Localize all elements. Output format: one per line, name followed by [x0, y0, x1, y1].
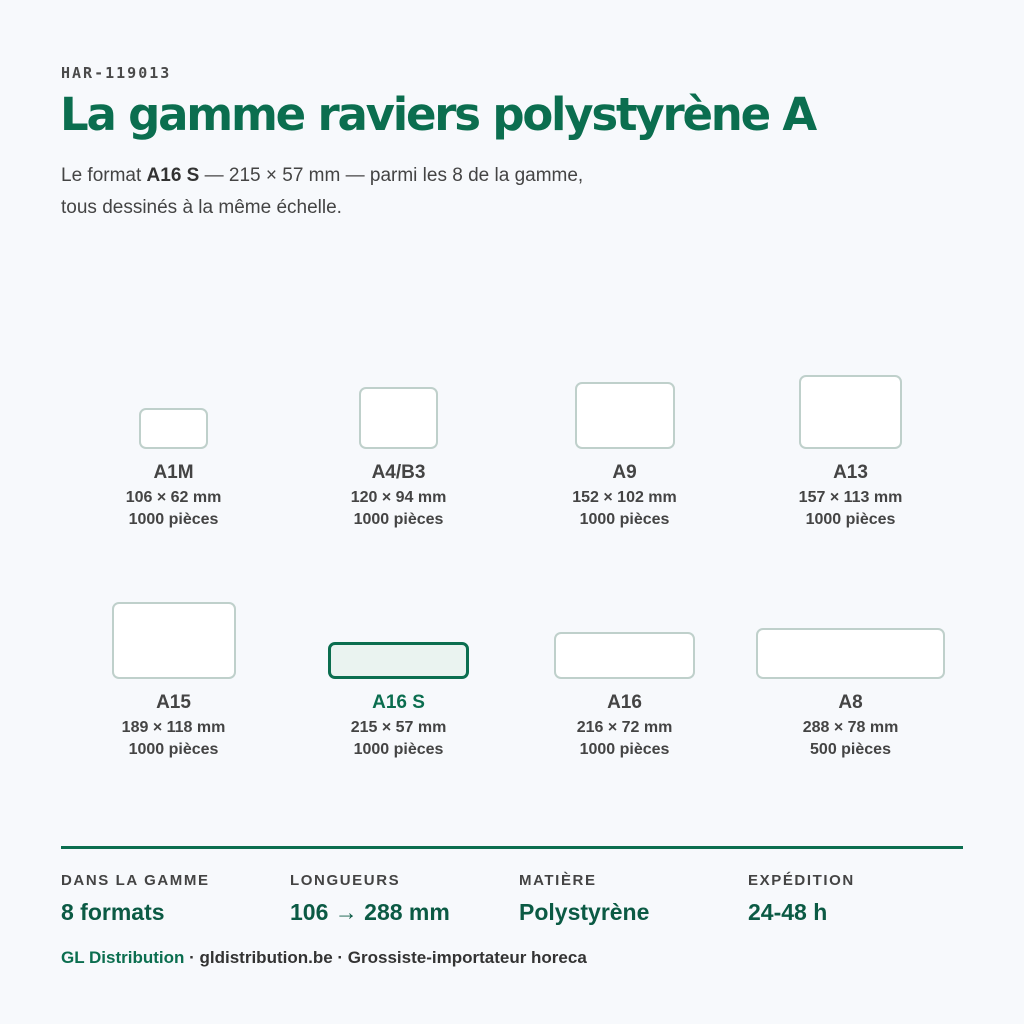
tray-shape [359, 387, 438, 449]
footer-info: · gldistribution.be · Grossiste-importateur horeca [184, 948, 587, 967]
format-code: A13 [833, 462, 868, 483]
format-dimensions: 288 × 78 mm [802, 719, 899, 736]
stat-range [61, 872, 286, 926]
stat-label: EXPÉDITION [748, 872, 855, 889]
tray-shape [112, 602, 236, 679]
stat-value: Polystyrène [519, 899, 650, 925]
format-code: A4/B3 [371, 462, 426, 483]
format-code: A16 [607, 692, 642, 713]
divider [61, 846, 963, 849]
stat-label: DANS LA GAMME [61, 872, 210, 889]
tray-shape [575, 382, 675, 449]
format-dimensions: 120 × 94 mm [350, 489, 447, 506]
stat-material [519, 872, 744, 926]
stat-shipping [748, 872, 973, 926]
stat-value: 24-48 h [748, 899, 828, 925]
subtitle-format: A16 S [146, 165, 200, 186]
tray-shape [328, 642, 469, 679]
format-code: A9 [612, 462, 637, 483]
format-quantity: 1000 pièces [128, 511, 219, 528]
format-dimensions: 152 × 102 mm [572, 489, 677, 506]
tray-shape [554, 632, 695, 679]
format-dimensions: 106 × 62 mm [125, 489, 222, 506]
stat-value: 8 formats [61, 899, 165, 925]
tray-shape [756, 628, 945, 679]
format-dimensions: 215 × 57 mm [350, 719, 447, 736]
format-code: A15 [156, 692, 191, 713]
format-code: A1M [153, 462, 194, 483]
reference-code: HAR-119013 [61, 64, 172, 82]
format-quantity: 1000 pièces [128, 741, 219, 758]
format-dimensions: 157 × 113 mm [798, 489, 903, 506]
format-quantity: 1000 pièces [353, 741, 444, 758]
format-quantity: 500 pièces [810, 741, 891, 758]
subtitle-intro: Le format [61, 165, 147, 186]
stat-label: MATIÈRE [519, 872, 597, 889]
format-quantity: 1000 pièces [579, 511, 670, 528]
format-quantity: 1000 pièces [353, 511, 444, 528]
format-quantity: 1000 pièces [579, 741, 670, 758]
page-subtitle [61, 160, 601, 224]
format-quantity: 1000 pièces [805, 511, 896, 528]
stat-value: 106 → 288 mm [290, 899, 450, 925]
format-code: A8 [838, 692, 863, 713]
stat-label: LONGUEURS [290, 872, 401, 889]
tray-shape [799, 375, 902, 449]
format-code: A16 S [372, 692, 425, 713]
format-dimensions: 189 × 118 mm [121, 719, 226, 736]
tray-shape [139, 408, 208, 449]
format-dimensions: 216 × 72 mm [576, 719, 673, 736]
page-title: La gamme raviers polystyrène A [60, 88, 816, 141]
footer [61, 948, 587, 968]
footer-brand: GL Distribution [61, 948, 185, 967]
stat-lengths [290, 872, 515, 926]
subtitle-rest: — 215 × 57 mm — parmi les 8 de la gamme, tous dessinés à la même échelle. [61, 165, 584, 218]
